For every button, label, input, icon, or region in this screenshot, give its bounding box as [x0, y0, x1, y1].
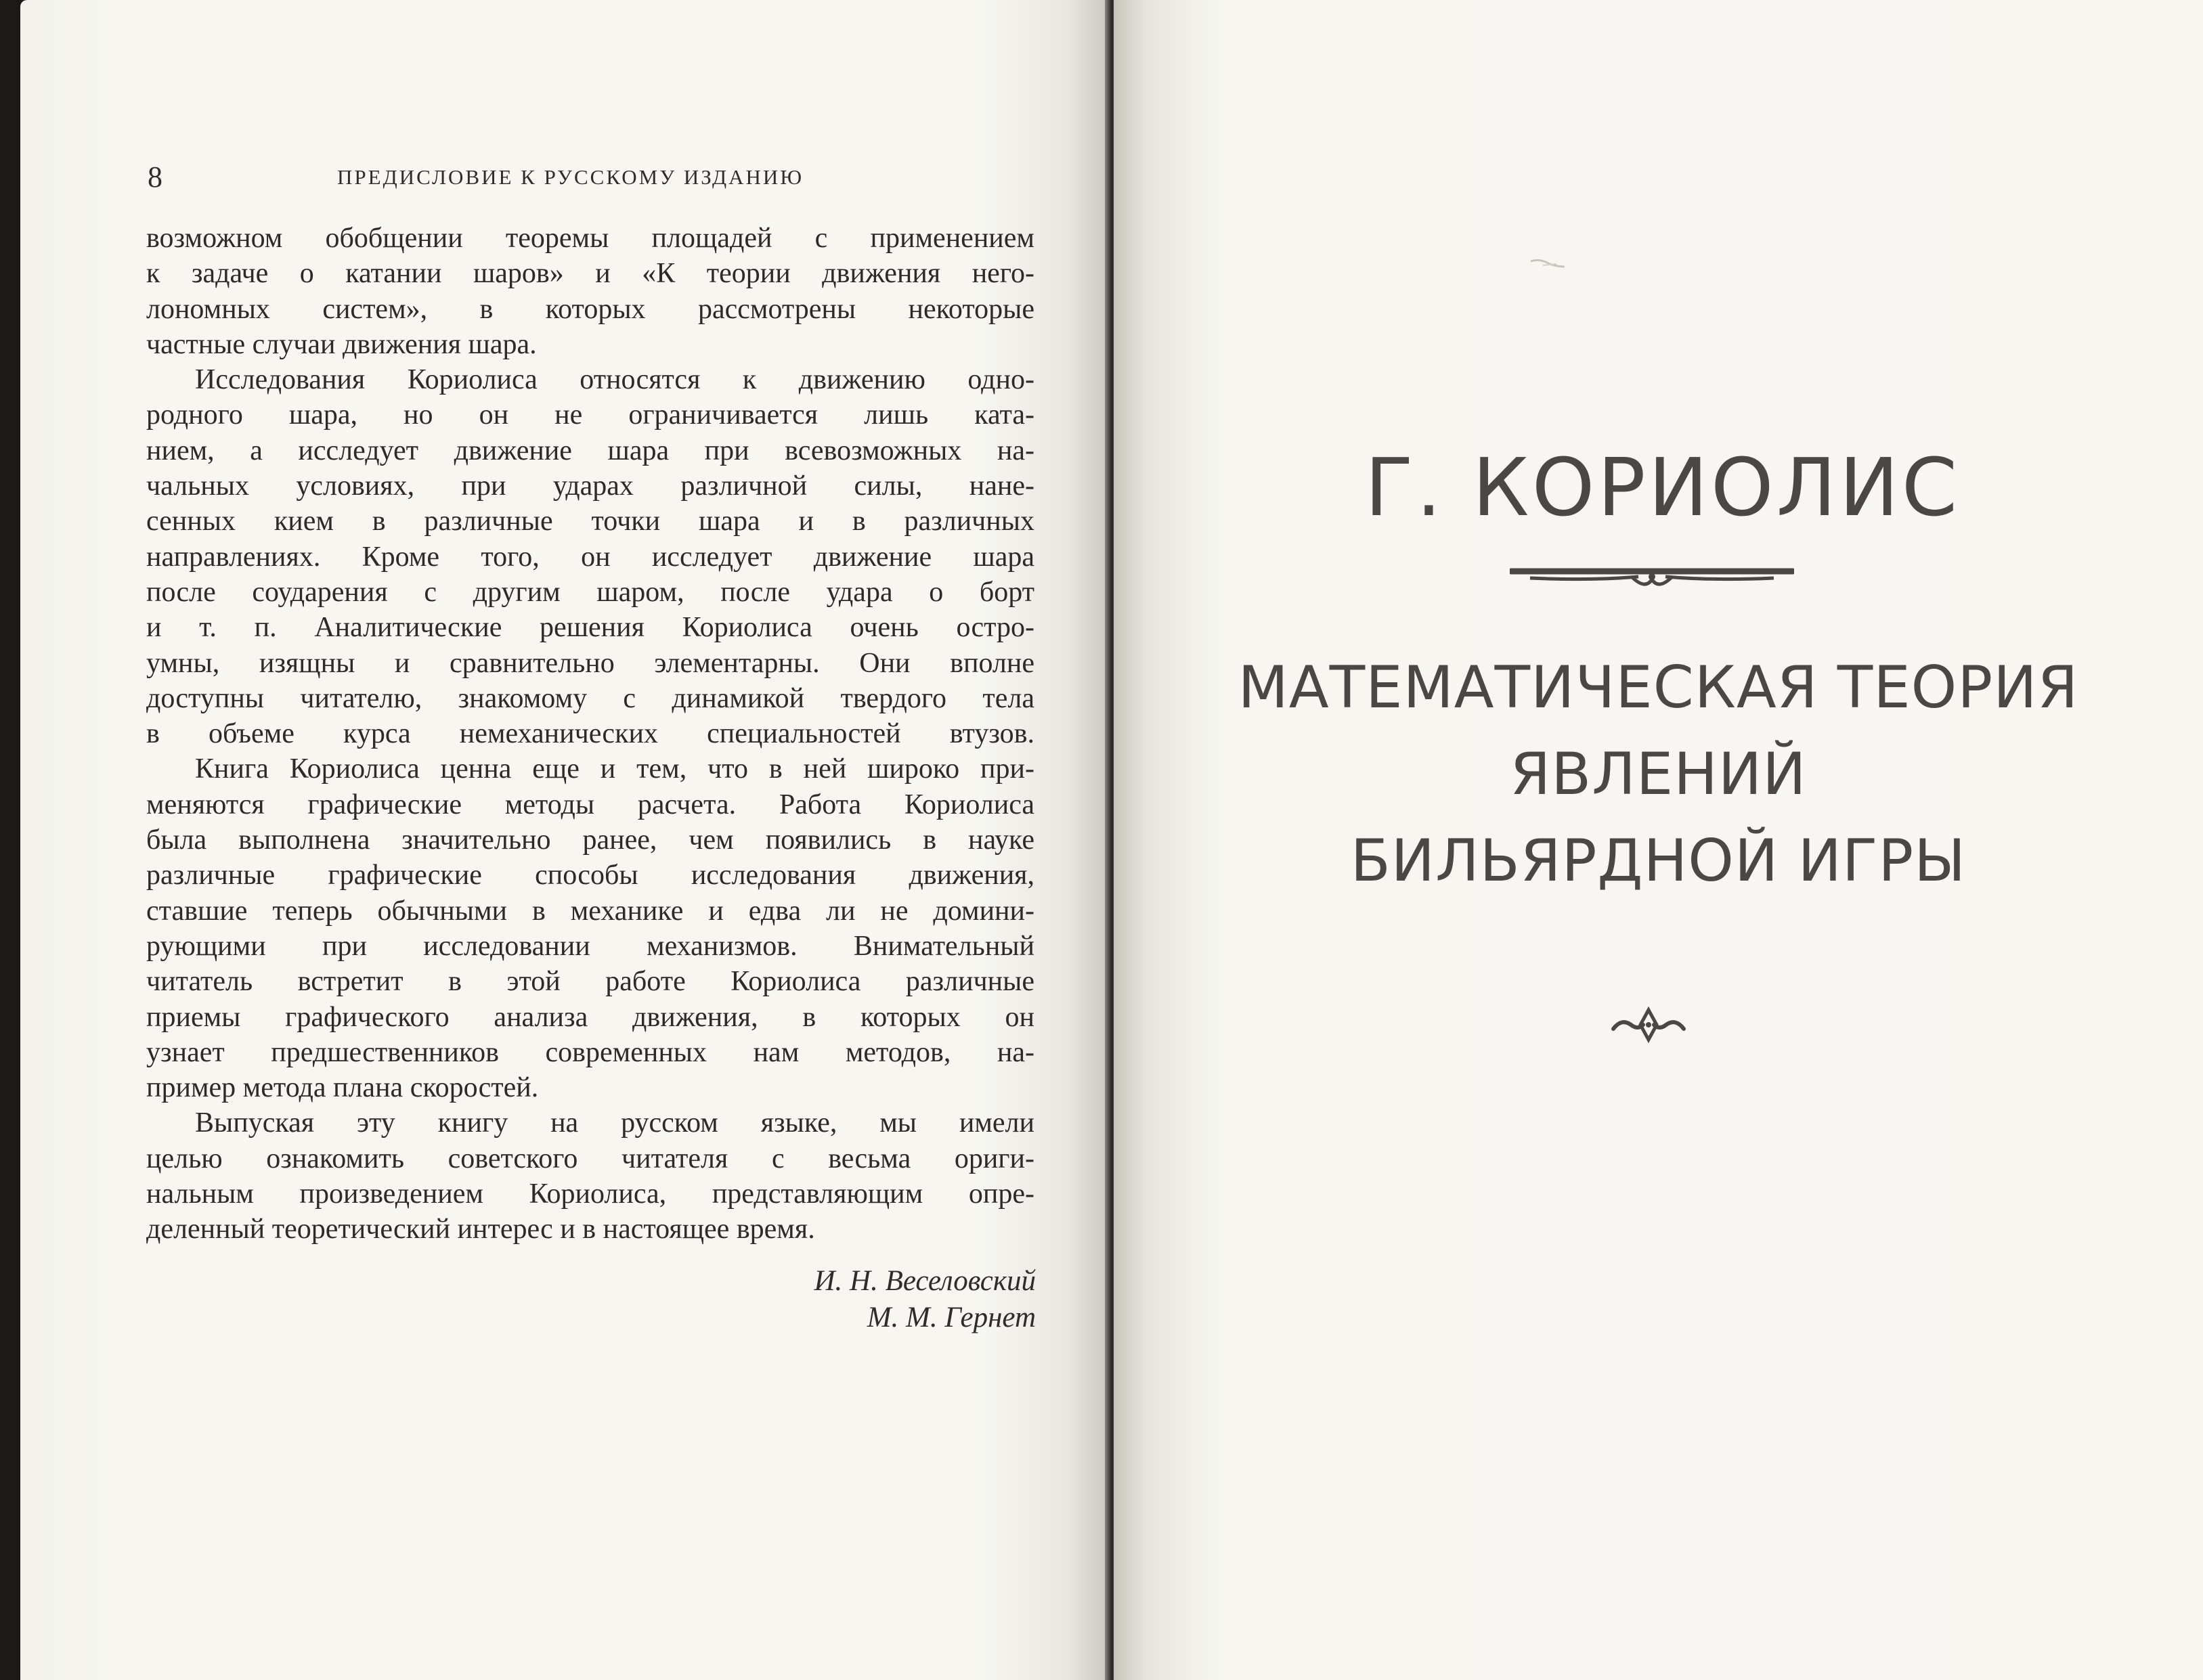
running-title: ПРЕДИСЛОВИЕ К РУССКОМУ ИЗДАНИЮ: [337, 165, 804, 189]
preface-text: [146, 221, 1034, 1247]
text-line: меняются графические методы расчета. Работа Кориолиса: [146, 789, 1034, 820]
text-line: сенных кием в различные точки шара и в различных: [146, 506, 1034, 537]
signature-block: [630, 1263, 1036, 1336]
text-line: целью ознакомить советского читателя с весьма ориги-: [146, 1143, 1034, 1174]
text-line: после соударения с другим шаром, после удара о борт: [146, 576, 1034, 608]
text-line: и т. п. Аналитические решения Кориолиса очень остро-: [146, 612, 1034, 644]
signature-gernet: М. М. Гернет: [867, 1302, 1036, 1333]
text-line: к задаче о катании шаров» и «К теории движения него-: [146, 258, 1034, 290]
text-line: направлениях. Кроме того, он исследует движение шара: [146, 541, 1034, 573]
text-line: чальных условиях, при ударах различной силы, нане-: [146, 470, 1034, 502]
right-page: [1114, 0, 2203, 1680]
text-line: читатель встретит в этой работе Кориолиса различные: [146, 966, 1034, 998]
text-line: приемы графического анализа движения, в которых он: [146, 1001, 1034, 1033]
text-line: ставшие теперь обычными в механике и едва ли не домини-: [146, 895, 1034, 927]
running-head: [129, 157, 1039, 198]
text-line: нием, а исследует движение шара при всевозможных на-: [146, 435, 1034, 466]
text-line: рующими при исследовании механизмов. Внимательный: [146, 930, 1034, 962]
ink-speck-decoration: [1529, 257, 1567, 271]
book-title: [1114, 644, 2203, 904]
page-number: 8: [148, 160, 162, 194]
title-line: БИЛЬЯРДНОЙ ИГРЫ: [1350, 827, 1967, 895]
text-line: родного шара, но он не ограничивается лишь ката-: [146, 399, 1034, 431]
text-line: Выпуская эту книгу на русском языке, мы имели: [195, 1107, 1034, 1139]
title-rule-ornament: [1510, 563, 1794, 593]
text-line: узнает предшественников современных нам методов, на-: [146, 1036, 1034, 1068]
text-line: в объеме курса немеханических специальностей втузов.: [146, 718, 1034, 750]
text-line: была выполнена значительно ранее, чем появились в науке: [146, 824, 1034, 856]
text-line: частные случаи движения шара.: [146, 328, 537, 360]
fleuron-ornament: [1608, 1004, 1689, 1045]
title-line: МАТЕМАТИЧЕСКАЯ ТЕОРИЯ: [1238, 654, 2079, 722]
text-line: возможном обобщении теоремы площадей с применением: [146, 223, 1034, 254]
left-page: [20, 0, 1110, 1680]
text-line: Исследования Кориолиса относятся к движению одно-: [195, 364, 1034, 396]
author-name: Г. КОРИОЛИС: [1364, 441, 1961, 534]
text-line: пример метода плана скоростей.: [146, 1072, 539, 1104]
signature-veselovsky: И. Н. Веселовский: [814, 1265, 1036, 1297]
text-line: деленный теоретический интерес и в настоящее время.: [146, 1214, 815, 1245]
title-line: ЯВЛЕНИЙ: [1510, 740, 1807, 808]
text-line: Книга Кориолиса ценна еще и тем, что в ней широко при-: [195, 753, 1034, 785]
text-line: доступны читателю, знакомому с динамикой твердого тела: [146, 682, 1034, 714]
text-line: нальным произведением Кориолиса, представляющим опре-: [146, 1178, 1034, 1210]
text-line: умны, изящны и сравнительно элементарны. Они вполне: [146, 647, 1034, 679]
text-line: лономных систем», в которых рассмотрены некоторые: [146, 293, 1034, 325]
text-line: различные графические способы исследования движения,: [146, 860, 1034, 891]
